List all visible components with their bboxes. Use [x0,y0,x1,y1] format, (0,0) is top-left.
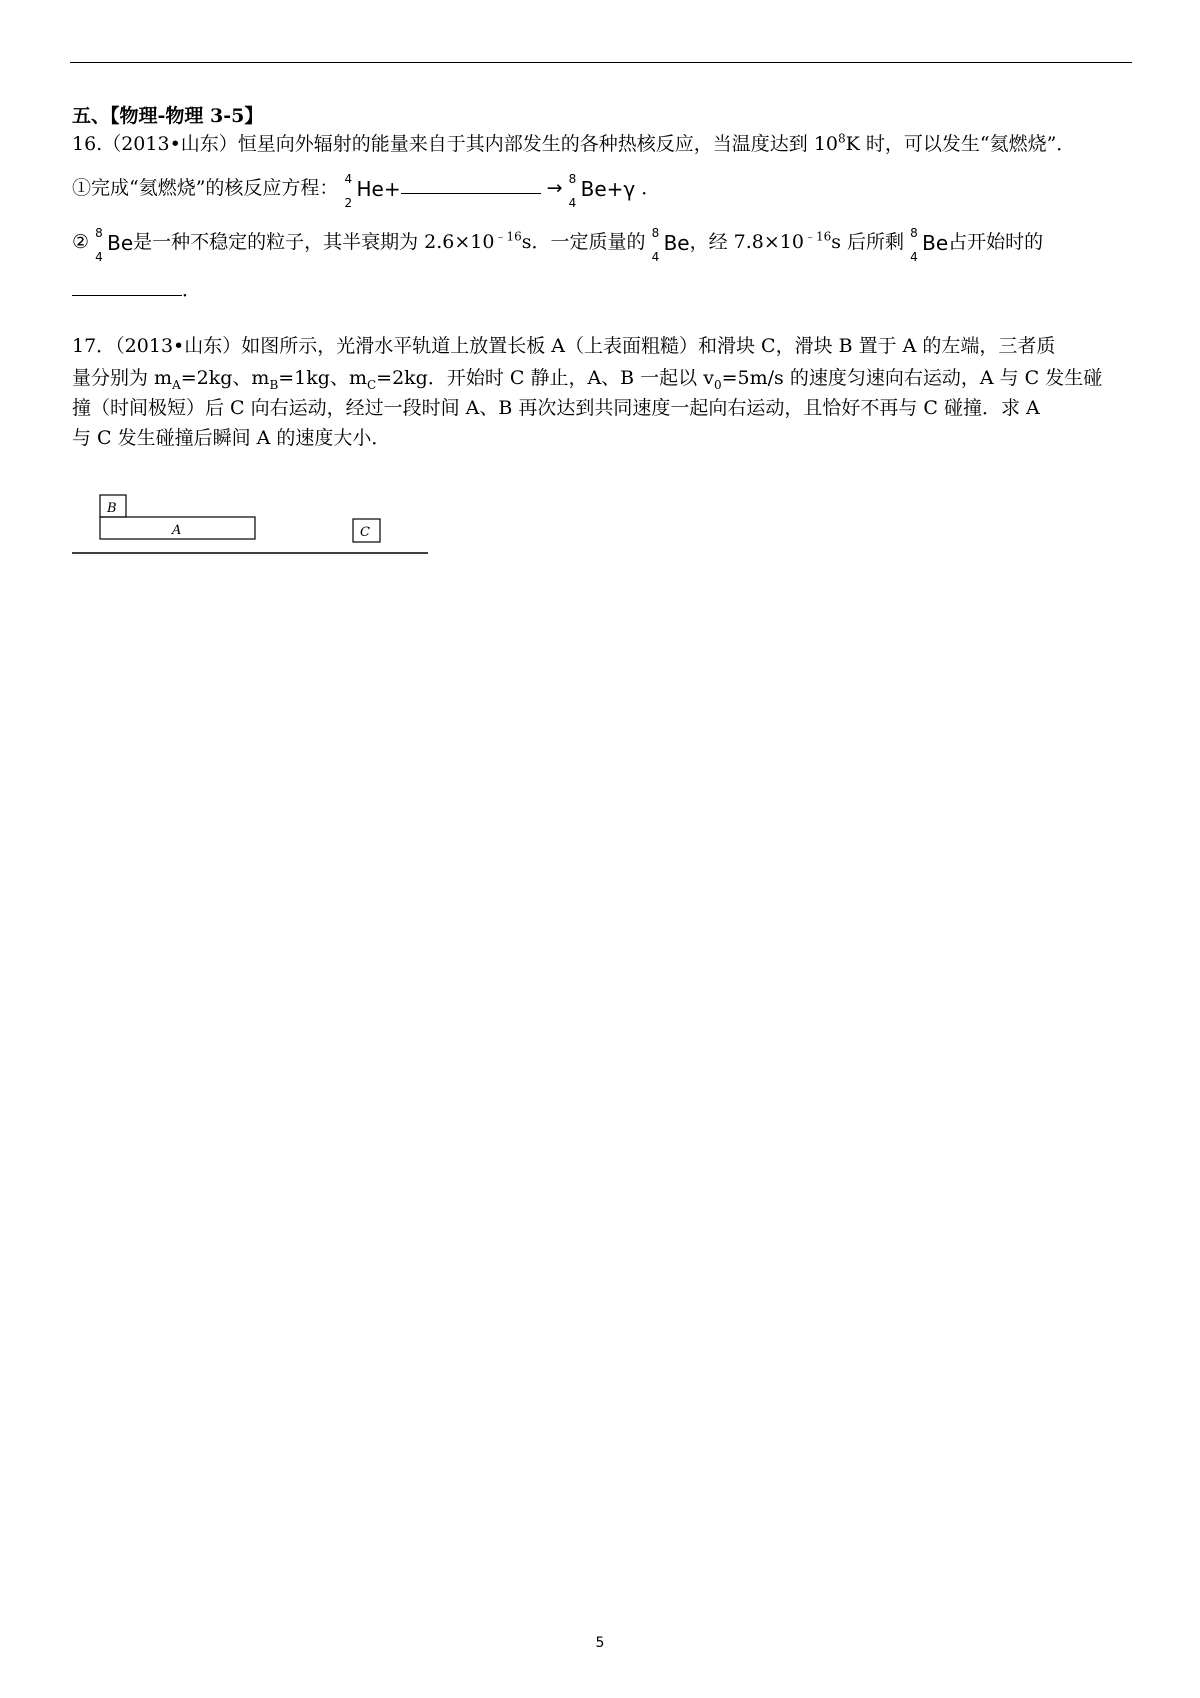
beryllium-nuclide-3: 8 4 Be [910,226,949,264]
beryllium-nuclide-2: 8 4 Be [651,226,690,264]
page-number: 5 [595,1635,605,1651]
q17-line4: 与 C 发生碰撞后瞬间 A 的速度大小． [72,427,391,449]
beryllium-nuclide-1: 8 4 Be [95,226,134,264]
q16-stem: 16.（2013•山东）恒星向外辐射的能量来自于其内部发生的各种热核反应，当温度达到 $10^8K$ 时，可以发生“氦燃烧”． [72,131,1076,155]
header-rule [70,62,1132,63]
q17-line1: 17．（2013•山东）如图所示，光滑水平轨道上放置长板 A（上表面粗糙）和滑块 C，滑块 B 置于 A 的左端，三者质 [72,335,1056,357]
q16-part2: ② 8 4 Be是一种不稳定的粒子，其半衰期为 $2.6\times 10^{﹣16}s$．一定质量的 8 4 Be，经 $7.8\times 10^{﹣16}s$ 后所剩 8 4 Be占开始时的 [72,226,1044,264]
answer-blank-2[interactable] [72,295,182,296]
q16-part2-cont: ． [72,278,201,302]
beryllium-nuclide: 8 4 Be+γ [568,172,636,210]
section-title: 五、【物理-物理 3-5】 [72,105,264,127]
q16-part1: ①完成“氦燃烧”的核反应方程： 4 2 He+ → 8 4 Be+γ ． [72,172,661,210]
helium-nuclide: 4 2 He+ [344,172,401,210]
q17-line3: 撞（时间极短）后 C 向右运动，经过一段时间 A、B 再次达到共同速度一起向右运动，且恰好不再与 C 碰撞．求 A [72,397,1040,419]
q17-line2: 量分别为 $m_A=2kg$、$m_B=1kg$、$m_C=2kg$．开始时 C 静止，A、B 一起以 $v_0=5m/s$ 的速度匀速向右运动，A 与 C 发生碰 [72,367,1103,392]
q17-figure [72,488,432,568]
label-c: C [360,525,370,540]
answer-blank-1[interactable] [401,193,541,194]
label-a: A [172,523,182,538]
label-b: B [107,501,117,516]
